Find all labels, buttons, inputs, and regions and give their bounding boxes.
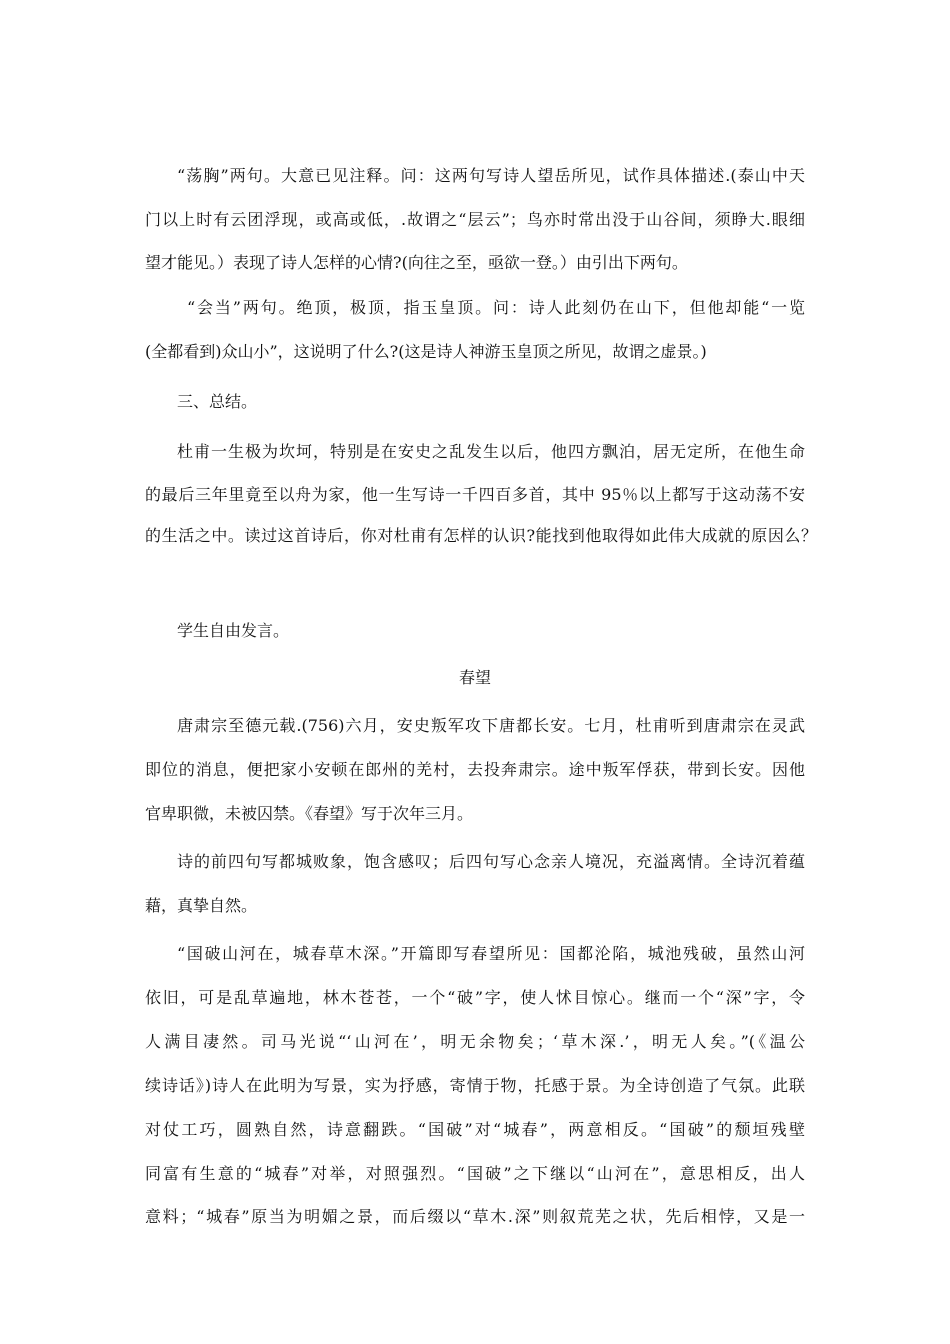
summary-heading: 三、总结。 [177, 392, 258, 411]
paragraph-8-line-1: “国破山河在，城春草木深。”开篇即写春望所见：国都沦陷，城池残破，虽然山河 [177, 944, 805, 963]
paragraph-4-line-1: 杜甫一生极为坎坷，特别是在安史之乱发生以后，他四方飘泊，居无定所，在他生命 [177, 442, 805, 461]
paragraph-1-line-1: “荡胸”两句。大意已见注释。问：这两句写诗人望岳所见，试作具体描述.(泰山中天 [177, 166, 805, 185]
student-speech-line: 学生自由发言。 [177, 621, 290, 640]
paragraph-1-line-3: 望才能见。）表现了诗人怎样的心情?(向往之至，亟欲一登。）由引出下两句。 [145, 253, 688, 272]
paragraph-8-line-4: 续诗话》)诗人在此明为写景，实为抒感，寄情于物，托感于景。为全诗创造了气氛。此联 [145, 1076, 805, 1095]
paragraph-8-line-5: 对仗工巧，圆熟自然，诗意翻跌。“国破”对“城春”，两意相反。“国破”的颓垣残壁 [145, 1120, 805, 1139]
paragraph-8-line-7: 意料；“城春”原当为明媚之景，而后缀以“草木.深”则叙荒芜之状，先后相悖，又是一 [145, 1207, 805, 1226]
paragraph-8-line-2: 依旧，可是乱草遍地，林木苍苍，一个“破”字，使人怵目惊心。继而一个“深”字，令 [145, 988, 805, 1007]
paragraph-8-line-6: 同富有生意的“城春”对举，对照强烈。“国破”之下继以“山河在”，意思相反，出人 [145, 1164, 805, 1183]
paragraph-2-line-1: “会当”两句。绝顶，极顶，指玉皇顶。问：诗人此刻仍在山下，但他却能“一览 [187, 298, 805, 317]
paragraph-4-line-2: 的最后三年里竟至以舟为家，他一生写诗一千四百多首，其中 95％以上都写于这动荡不安 [145, 485, 805, 504]
paragraph-7-line-2: 藉，真挚自然。 [145, 896, 258, 915]
paragraph-6-line-3: 官卑职微，未被囚禁。《春望》写于次年三月。 [145, 804, 474, 823]
poem-title: 春望 [458, 668, 491, 687]
paragraph-2-line-2: (全都看到)众山小”，这说明了什么?(这是诗人神游玉皇顶之所见，故谓之虚景。) [145, 342, 707, 361]
paragraph-1-line-2: 门以上时有云团浮现，或高或低，.故谓之“层云”；鸟亦时常出没于山谷间，须睁大.眼细 [145, 210, 805, 229]
paragraph-6-line-2: 即位的消息，便把家小安顿在郎州的羌村，去投奔肃宗。途中叛军俘获，带到长安。因他 [145, 760, 805, 779]
paragraph-6-line-1: 唐肃宗至德元载.(756)六月，安史叛军攻下唐都长安。七月，杜甫听到唐肃宗在灵武 [177, 716, 805, 735]
paragraph-7-line-1: 诗的前四句写都城败象，饱含感叹；后四句写心念亲人境况，充溢离情。全诗沉着蕴 [177, 852, 805, 871]
paragraph-4-line-3: 的生活之中。读过这首诗后，你对杜甫有怎样的认识?能找到他取得如此伟大成就的原因么？ [145, 526, 817, 545]
paragraph-8-line-3: 人满目凄然。司马光说“‘山河在’，明无余物矣；‘草木深.’，明无人矣。”(《温公 [145, 1032, 805, 1051]
